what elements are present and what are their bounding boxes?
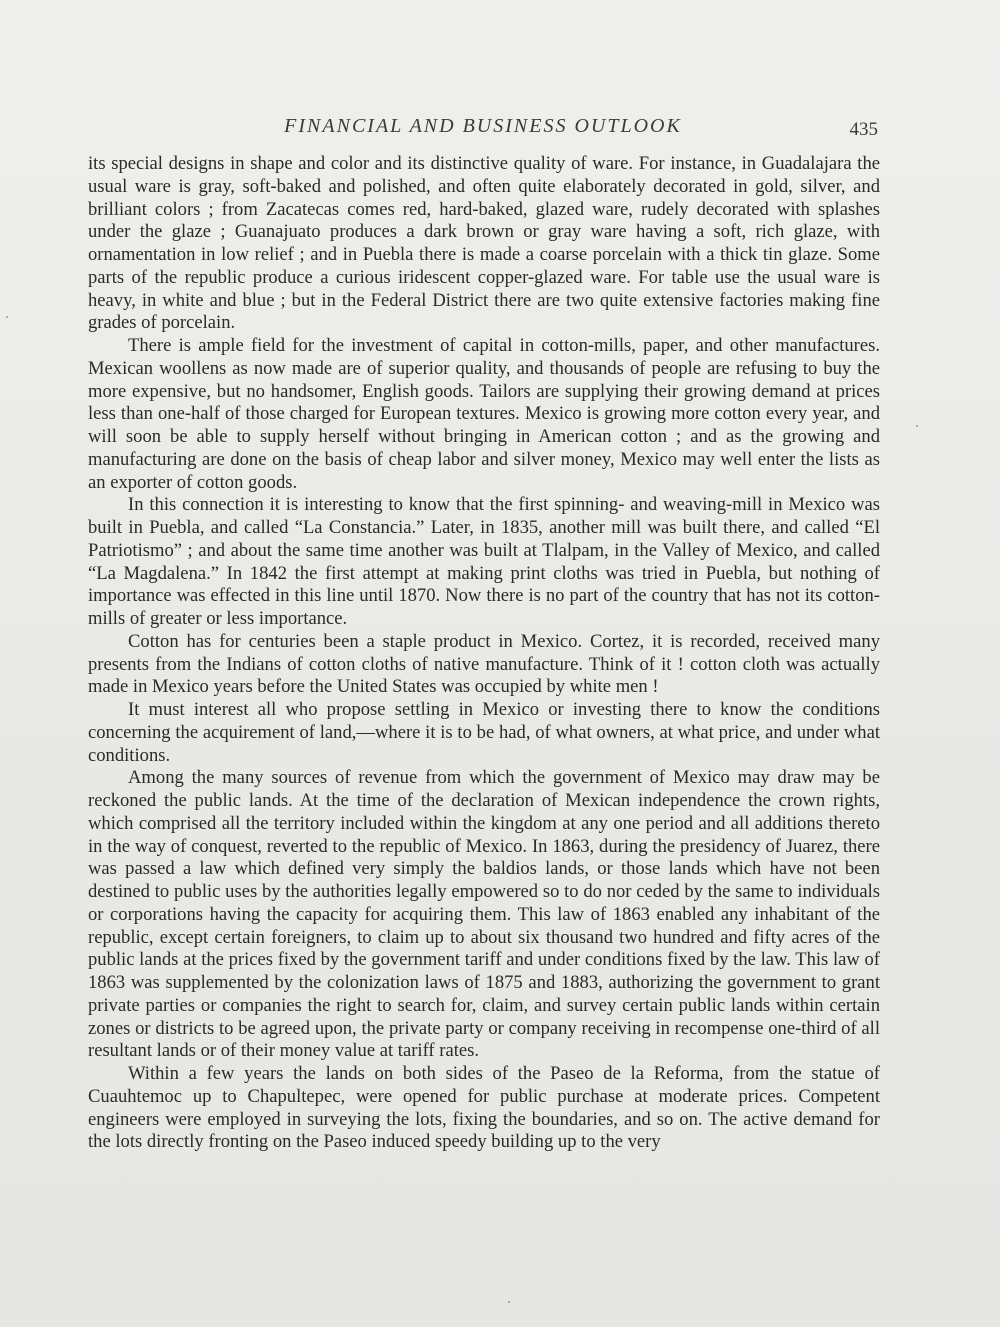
page-number: 435	[849, 119, 878, 140]
running-title: FINANCIAL AND BUSINESS OUTLOOK	[284, 115, 682, 137]
paper-speck	[6, 316, 8, 318]
paragraph-cotton-staple: Cotton has for centuries been a staple product in Mexico. Cortez, it is recorded, received many presents from the Indians of cotton cloths of native manufacture. Think of it ! cotton cloth was actually made in Mexico years before the United States was occupied by white men !	[88, 630, 880, 698]
paragraph-cotton-mills: There is ample field for the investment of capital in cotton-mills, paper, and other manufactures. Mexican woollens as now made are of superior quality, and thousands of people are refusing to buy the more expensive, but no handsomer, English goods. Tailors are supplying their growing demand at prices less than one-half of those charged for European textures. Mexico is growing more cotton every year, and will soon be able to supply herself without bringing in American cotton ; and as the growing and manufacturing are done on the basis of cheap labor and silver money, Mexico may well enter the lists as an exporter of cotton goods.	[88, 335, 880, 493]
paragraph-first-mill: In this connection it is interesting to know that the first spinning- and weaving-mill in Mexico was built in Puebla, and called “La Constancia.” Later, in 1835, another mill was built there, and called “El Patriotismo” ; and about the same time another was built at Tlalpam, in the Valley of Mexico, and called “La Magdalena.” In 1842 the first attempt at making print cloths was tried in Puebla, but nothing of importance was effected in this line until 1870. Now there is no part of the country that has not its cotton-mills of greater or less importance.	[88, 494, 880, 629]
body-text	[88, 153, 880, 1154]
paragraph-pottery: its special designs in shape and color and its distinctive quality of ware. For instance, in Guadalajara the usual ware is gray, soft-baked and polished, and often quite elaborately decorated in gold, silver, and brilliant colors ; from Zacatecas comes red, hard-baked, glazed ware, rudely decorated with splashes under the glaze ; Guanajuato produces a dark brown or gray ware having a soft, rich glaze, with ornamentation in low relief ; and in Puebla there is made a coarse porcelain with a thick tin glaze. Some parts of the republic produce a curious iridescent copper-glazed ware. For table use the usual ware is heavy, in white and blue ; but in the Federal District there are two quite extensive factories making fine grades of porcelain.	[88, 153, 880, 334]
paragraph-paseo-reforma: Within a few years the lands on both sides of the Paseo de la Reforma, from the statue of Cuauhtemoc up to Chapultepec, were opened for public purchase at moderate prices. Competent engineers were employed in surveying the lots, fixing the boundaries, and so on. The active demand for the lots directly fronting on the Paseo induced speedy building up to the very	[88, 1063, 880, 1153]
running-head	[88, 113, 878, 143]
paper-speck	[508, 1301, 510, 1303]
paragraph-land-conditions: It must interest all who propose settling in Mexico or investing there to know the conditions concerning the acquirement of land,—where it is to be had, of what owners, at what price, and under what conditions.	[88, 699, 880, 766]
paper-speck	[916, 425, 918, 427]
paragraph-public-lands: Among the many sources of revenue from which the government of Mexico may draw may be reckoned the public lands. At the time of the declaration of Mexican independence the crown rights, which comprised all the territory included within the kingdom at any one period and all additions thereto in the way of conquest, reverted to the republic of Mexico. In 1863, during the presidency of Juarez, there was passed a law which defined very simply the baldios lands, or those lands which have not been destined to public uses by the authorities legally empowered so to do nor ceded by the same to individuals or corporations having the capacity for acquiring them. This law of 1863 enabled any inhabitant of the republic, except certain foreigners, to claim up to about six thousand two hundred and fifty acres of the public lands at the prices fixed by the government tariff and under conditions fixed by the law. This law of 1863 was supplemented by the colonization laws of 1875 and 1883, authorizing the government to grant private parties or companies the right to search for, claim, and survey certain public lands within certain zones or districts to be agreed upon, the private party or company receiving in recompense one-third of all resultant lands or of their money value at tariff rates.	[88, 767, 880, 1062]
